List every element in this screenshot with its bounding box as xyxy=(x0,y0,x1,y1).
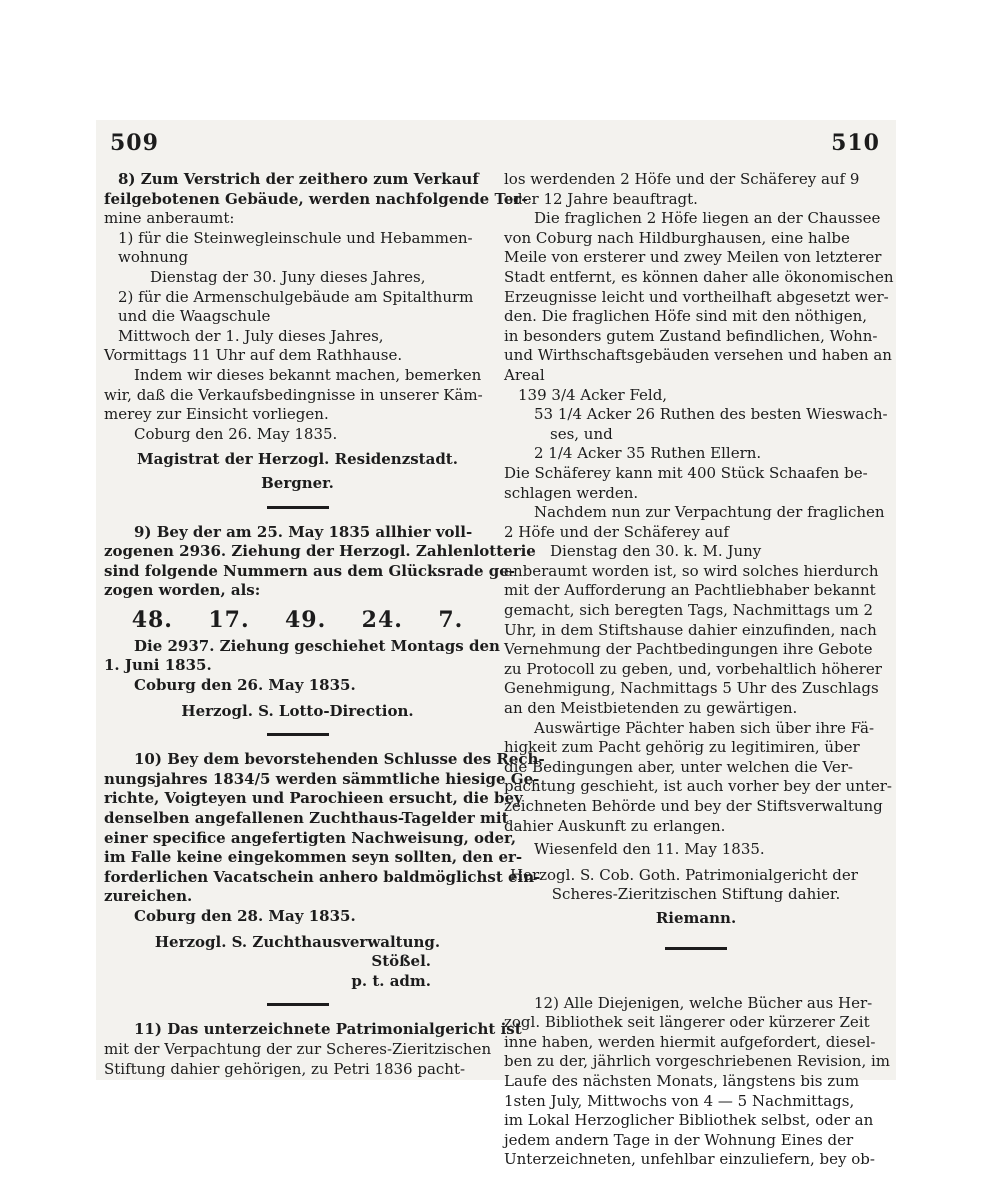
text-line: 1) für die Steinwegleinschule und Hebammen- xyxy=(118,228,473,247)
text-line: los werdenden 2 Höfe und der Schäferey auf 9 xyxy=(504,170,860,188)
signature-title: p. t. adm. xyxy=(351,971,431,990)
areal-line: 139 3/4 Acker Feld, xyxy=(518,385,668,404)
section-divider xyxy=(267,506,329,509)
text-line: Coburg den 26. May 1835. xyxy=(134,676,356,695)
text-line: Erzeugnisse leicht und vortheilhaft abgesetzt wer- xyxy=(504,287,889,306)
signature-authority: Scheres-Zieritzischen Stiftung dahier. xyxy=(551,885,841,904)
text-line: Stadt entfernt, es können daher alle ökonomischen xyxy=(504,267,894,286)
text-line: zeichneten Behörde und bey der Stiftsverwaltung xyxy=(504,797,883,815)
text-line: sind folgende Nummern aus dem Glücksrade ge- xyxy=(104,561,515,580)
section-divider xyxy=(267,1003,329,1006)
text-line: Die Schäferey kann mit 400 Stück Schaafen be- xyxy=(504,463,868,482)
text-line: Mittwoch der 1. July dieses Jahres, xyxy=(118,326,384,345)
section-divider xyxy=(665,947,727,950)
page-number-left: 509 xyxy=(110,130,159,156)
text-line: zogl. Bibliothek seit längerer oder kürzerer Zeit xyxy=(504,1013,870,1032)
text-line: 12) Alle Diejenigen, welche Bücher aus Her- xyxy=(534,993,873,1012)
text-line: ben zu der, jährlich vorgeschriebenen Revision, im xyxy=(504,1052,891,1071)
text-line: zureichen. xyxy=(104,887,193,906)
text-line: pachtung geschieht, ist auch vorher bey der unter- xyxy=(504,777,892,796)
text-line: denselben angefallenen Zuchthaus-Tagelder mit xyxy=(104,809,509,828)
lottery-number: 49. xyxy=(285,606,327,633)
notice-12 xyxy=(504,993,891,1170)
text-line: 11) Das unterzeichnete Patrimonialgericht ist xyxy=(134,1020,522,1039)
text-line: Indem wir dieses bekannt machen, bemerken xyxy=(134,365,482,384)
text-line: den. Die fraglichen Höfe sind mit den nöthigen, xyxy=(504,307,868,326)
text-line: feilgebotenen Gebäude, werden nachfolgende Ter- xyxy=(104,189,528,208)
notice-10 xyxy=(104,750,545,991)
text-line: Areal xyxy=(504,365,545,384)
areal-line: 53 1/4 Acker 26 Ruthen des besten Wieswach- xyxy=(534,405,888,424)
signature-authority: Herzogl. S. Zuchthausverwaltung. xyxy=(154,932,441,951)
lottery-numbers xyxy=(114,607,481,633)
signature-name: Riemann. xyxy=(655,908,737,927)
text-line: und die Waagschule xyxy=(118,307,271,326)
text-line: im Falle keine eingekommen seyn sollten, den er- xyxy=(104,848,523,867)
date-line: Dienstag den 30. k. M. Juny xyxy=(550,542,762,561)
signature-authority: Magistrat der Herzogl. Residenzstadt. xyxy=(137,450,458,469)
notice-11-continued xyxy=(504,170,894,929)
text-line: die Bedingungen aber, unter welchen die Ver- xyxy=(504,757,853,776)
text-line: Die fraglichen 2 Höfe liegen an der Chaussee xyxy=(534,209,881,228)
text-line: zogenen 2936. Ziehung der Herzogl. Zahlenlotterie xyxy=(104,542,536,561)
text-line: 10) Bey dem bevorstehenden Schlusse des Rech- xyxy=(134,750,545,769)
text-line: 2 Höfe und der Schäferey auf xyxy=(504,522,729,541)
lottery-number: 7. xyxy=(438,606,464,633)
book-page-spread xyxy=(96,120,896,1169)
text-line: Uhr, in dem Stiftshause dahier einzufinden, nach xyxy=(504,620,877,639)
text-line: 9) Bey der am 25. May 1835 allhier voll- xyxy=(134,522,473,541)
text-line: 8) Zum Verstrich der zeithero zum Verkauf xyxy=(118,170,479,188)
text-line: Auswärtige Pächter haben sich über ihre Fä- xyxy=(534,718,875,737)
text-line: Coburg den 28. May 1835. xyxy=(134,907,356,925)
text-line: richte, Voigteyen und Parochieen ersucht, die bey xyxy=(104,789,523,808)
text-line: Stiftung dahier gehörigen, zu Petri 1836 pacht- xyxy=(104,1059,466,1078)
text-line: inne haben, werden hiermit aufgefordert, diesel- xyxy=(504,1032,876,1051)
text-line: forderlichen Vacatschein anhero baldmöglichst ein- xyxy=(104,867,541,886)
text-line: Laufe des nächsten Monats, längstens bis zum xyxy=(504,1071,860,1090)
text-line: Nachdem nun zur Verpachtung der fraglichen xyxy=(534,503,885,522)
place-date-line: Wiesenfeld den 11. May 1835. xyxy=(534,840,765,859)
text-line: 2) für die Armenschulgebäude am Spitalthurm xyxy=(118,287,474,306)
text-line: jedem andern Tage in der Wohnung Eines der xyxy=(504,1130,854,1149)
section-divider xyxy=(267,733,329,736)
signature-name: Stößel. xyxy=(371,952,431,971)
text-line: anberaumt worden ist, so wird solches hierdurch xyxy=(504,561,879,580)
text-line: von Coburg nach Hildburghausen, eine halbe xyxy=(504,228,850,247)
text-line: nungsjahres 1834/5 werden sämmtliche hiesige Ge- xyxy=(104,769,540,788)
lottery-number: 24. xyxy=(361,606,403,633)
text-line: Coburg den 26. May 1835. xyxy=(134,424,338,443)
text-line: und Wirthschaftsgebäuden versehen und haben an xyxy=(504,346,892,365)
text-line: dahier Auskunft zu erlangen. xyxy=(504,816,726,835)
text-line: Vormittags 11 Uhr auf dem Rathhause. xyxy=(104,346,403,365)
text-line: Genehmigung, Nachmittags 5 Uhr des Zuschlags xyxy=(504,679,879,698)
text-line: im Lokal Herzoglicher Bibliothek selbst, oder an xyxy=(504,1111,874,1130)
signature-authority: Herzogl. S. Lotto-Direction. xyxy=(181,701,414,720)
text-line: in besonders gutem Zustand befindlichen, Wohn- xyxy=(504,326,878,345)
text-line: wir, daß die Verkaufsbedingnisse in unserer Käm- xyxy=(104,385,483,404)
text-line: Unterzeichneten, unfehlbar einzuliefern, bey ob- xyxy=(504,1150,875,1169)
text-line: mit der Aufforderung an Pachtliebhaber bekannt xyxy=(504,581,876,600)
text-line: zogen worden, als: xyxy=(104,581,261,600)
text-line: Dienstag der 30. Juny dieses Jahres, xyxy=(150,267,426,286)
text-line: Vernehmung der Pachtbedingungen ihre Gebote xyxy=(504,640,873,659)
text-line: schlagen werden. xyxy=(504,483,639,502)
areal-line: ses, und xyxy=(550,424,613,443)
text-line: gemacht, sich beregten Tags, Nachmittags um 2 xyxy=(504,601,874,620)
text-line: Die 2937. Ziehung geschiehet Montags den xyxy=(134,636,500,655)
text-line: an den Meistbietenden zu gewärtigen. xyxy=(504,699,798,718)
text-line: 1. Juni 1835. xyxy=(104,656,212,675)
text-line: wohnung xyxy=(118,248,189,267)
text-line: oder 12 Jahre beauftragt. xyxy=(504,189,698,208)
lottery-number: 17. xyxy=(208,606,250,633)
areal-line: 2 1/4 Acker 35 Ruthen Ellern. xyxy=(534,444,762,463)
text-line: Meile von ersterer und zwey Meilen von letzterer xyxy=(504,248,882,267)
page-number-right: 510 xyxy=(831,130,880,156)
text-line: mit der Verpachtung der zur Scheres-Zieritzischen xyxy=(104,1039,492,1058)
text-line: mine anberaumt: xyxy=(104,209,235,228)
notice-9 xyxy=(104,522,536,722)
right-column xyxy=(504,170,894,1170)
text-line: 1sten July, Mittwochs von 4 — 5 Nachmittags, xyxy=(504,1091,855,1110)
text-line: einer specifice angefertigten Nachweisung, oder, xyxy=(104,828,517,847)
text-line: higkeit zum Pacht gehörig zu legitimiren, über xyxy=(504,738,860,757)
signature-authority: Herzogl. S. Cob. Goth. Patrimonialgericht der xyxy=(510,865,858,884)
signature-name: Bergner. xyxy=(261,473,334,492)
notice-11 xyxy=(104,1020,522,1079)
lottery-number: 48. xyxy=(131,606,173,633)
text-line: zu Protocoll zu geben, und, vorbehaltlich höherer xyxy=(504,659,882,678)
text-line: merey zur Einsicht vorliegen. xyxy=(104,405,329,424)
